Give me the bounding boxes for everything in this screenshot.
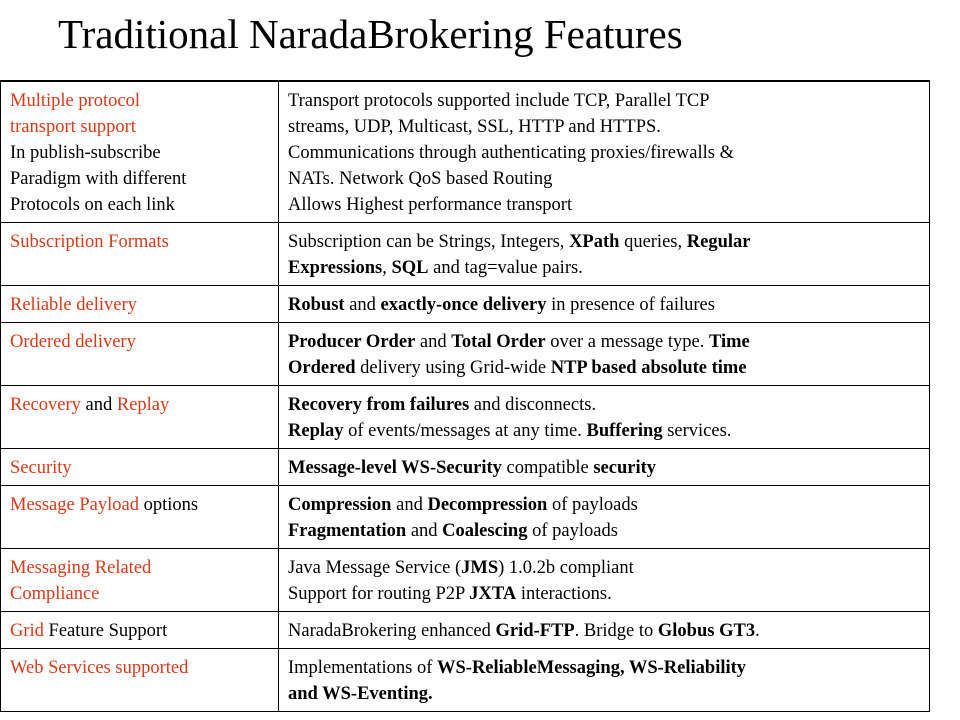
table-row [1,486,930,549]
feature-term: transport support [10,117,136,137]
feature-cell [1,81,279,223]
feature-line [10,455,272,481]
text-span: In publish-subscribe [10,143,161,163]
feature-term: Recovery [10,395,81,415]
bold-term: Producer Order [288,332,416,352]
description-cell [279,449,930,486]
description-line [288,518,923,544]
description-line [288,229,923,255]
feature-line [10,329,272,355]
text-span: . Bridge to [574,621,658,641]
text-span: and [344,295,381,315]
description-line [288,114,923,140]
feature-line [10,655,272,681]
text-span: Feature Support [43,621,168,641]
description-line [288,255,923,281]
feature-line [10,392,272,418]
description-line [288,618,923,644]
description-line [288,392,923,418]
bold-term: Ordered [288,358,356,378]
text-span: and [415,332,452,352]
bold-term: Globus GT3 [657,621,756,641]
features-table-body [1,81,930,712]
bold-term: WS-ReliableMessaging, WS-Reliability [437,658,747,678]
bold-term: Fragmentation [288,521,407,541]
text-span: NATs. Network QoS based Routing [288,169,553,189]
text-span: over a message type. [545,332,709,352]
description-cell [279,612,930,649]
description-cell [279,649,930,712]
feature-line [10,140,272,166]
bold-term: NTP based absolute time [550,358,747,378]
bold-term: XPath [569,232,620,252]
feature-term: Subscription Formats [10,232,169,252]
bold-term: JXTA [469,584,517,604]
text-span: and tag=value pairs. [428,258,583,278]
text-span: streams, UDP, Multicast, SSL, HTTP and HTTPS. [288,117,661,137]
text-span: , [382,258,392,278]
feature-cell [1,223,279,286]
feature-cell [1,612,279,649]
feature-term: Security [10,458,72,478]
feature-term: Messaging Related [10,558,152,578]
feature-cell [1,649,279,712]
description-cell [279,81,930,223]
page-title: Traditional NaradaBrokering Features [58,11,683,57]
feature-term: Web Services supported [10,658,189,678]
text-span: and disconnects. [469,395,597,415]
text-span: services. [662,421,732,441]
table-row [1,81,930,223]
text-span: Paradigm with different [10,169,187,189]
feature-term: Compliance [10,584,100,604]
bold-term: Message-level WS-Security [288,458,502,478]
description-line [288,555,923,581]
features-table [0,80,930,712]
description-cell [279,386,930,449]
feature-line [10,166,272,192]
text-span: of events/messages at any time. [343,421,587,441]
bold-term: Time [708,332,750,352]
text-span: and [406,521,443,541]
text-span: Protocols on each link [10,195,175,215]
bold-term: and WS-Eventing. [288,684,433,704]
feature-line [10,618,272,644]
description-line [288,418,923,444]
description-cell [279,323,930,386]
table-row [1,323,930,386]
feature-line [10,581,272,607]
feature-term: Ordered delivery [10,332,136,352]
feature-term: Multiple protocol [10,91,140,111]
text-span: Implementations of [288,658,437,678]
feature-line [10,292,272,318]
table-row [1,223,930,286]
bold-term: Expressions [288,258,383,278]
feature-term: Message Payload [10,495,139,515]
text-span: delivery using Grid-wide [355,358,551,378]
description-line [288,681,923,707]
text-span: and [391,495,428,515]
feature-line [10,192,272,218]
feature-cell [1,549,279,612]
table-row [1,449,930,486]
bold-term: Total Order [451,332,546,352]
feature-term: Replay [116,395,170,415]
feature-line [10,555,272,581]
bold-term: Compression [288,495,392,515]
description-cell [279,286,930,323]
bold-term: Grid-FTP [495,621,575,641]
description-cell [279,549,930,612]
description-line [288,140,923,166]
bold-term: Recovery from failures [288,395,470,415]
table-row [1,649,930,712]
bold-term: security [593,458,657,478]
description-line [288,329,923,355]
description-line [288,192,923,218]
text-span: Communications through authenticating proxies/firewalls & [288,143,734,163]
text-span: queries, [619,232,687,252]
feature-line [10,114,272,140]
description-line [288,455,923,481]
bold-term: Coalescing [442,521,528,541]
feature-term: Grid [10,621,44,641]
text-span: Transport protocols supported include TCP, Parallel TCP [288,91,710,111]
text-span: compatible [501,458,594,478]
description-cell [279,223,930,286]
bold-term: JMS [461,558,499,578]
text-span: NaradaBrokering enhanced [288,621,496,641]
bold-term: SQL [391,258,429,278]
description-cell [279,486,930,549]
table-row [1,549,930,612]
text-span: Support for routing P2P [288,584,470,604]
feature-cell [1,323,279,386]
feature-line [10,88,272,114]
text-span: Subscription can be Strings, Integers, [288,232,570,252]
text-span: . [755,621,760,641]
feature-cell [1,449,279,486]
description-line [288,166,923,192]
table-row [1,386,930,449]
text-span: Allows Highest performance transport [288,195,573,215]
feature-cell [1,286,279,323]
feature-line [10,492,272,518]
bold-term: Buffering [586,421,663,441]
text-span: ) 1.0.2b compliant [498,558,634,578]
text-span: of payloads [547,495,638,515]
text-span: of payloads [527,521,618,541]
feature-term: Reliable delivery [10,295,137,315]
description-line [288,355,923,381]
description-line [288,292,923,318]
description-line [288,655,923,681]
description-line [288,581,923,607]
bold-term: Regular [686,232,751,252]
text-span: options [138,495,199,515]
bold-term: Replay [288,421,344,441]
text-span: Java Message Service ( [288,558,462,578]
text-span: in presence of failures [546,295,715,315]
bold-term: Decompression [427,495,548,515]
feature-cell [1,486,279,549]
text-span: and [80,395,117,415]
bold-term: Robust [288,295,345,315]
description-line [288,492,923,518]
feature-cell [1,386,279,449]
table-row [1,286,930,323]
bold-term: exactly-once delivery [380,295,547,315]
feature-line [10,229,272,255]
table-row [1,612,930,649]
description-line [288,88,923,114]
text-span: interactions. [516,584,612,604]
